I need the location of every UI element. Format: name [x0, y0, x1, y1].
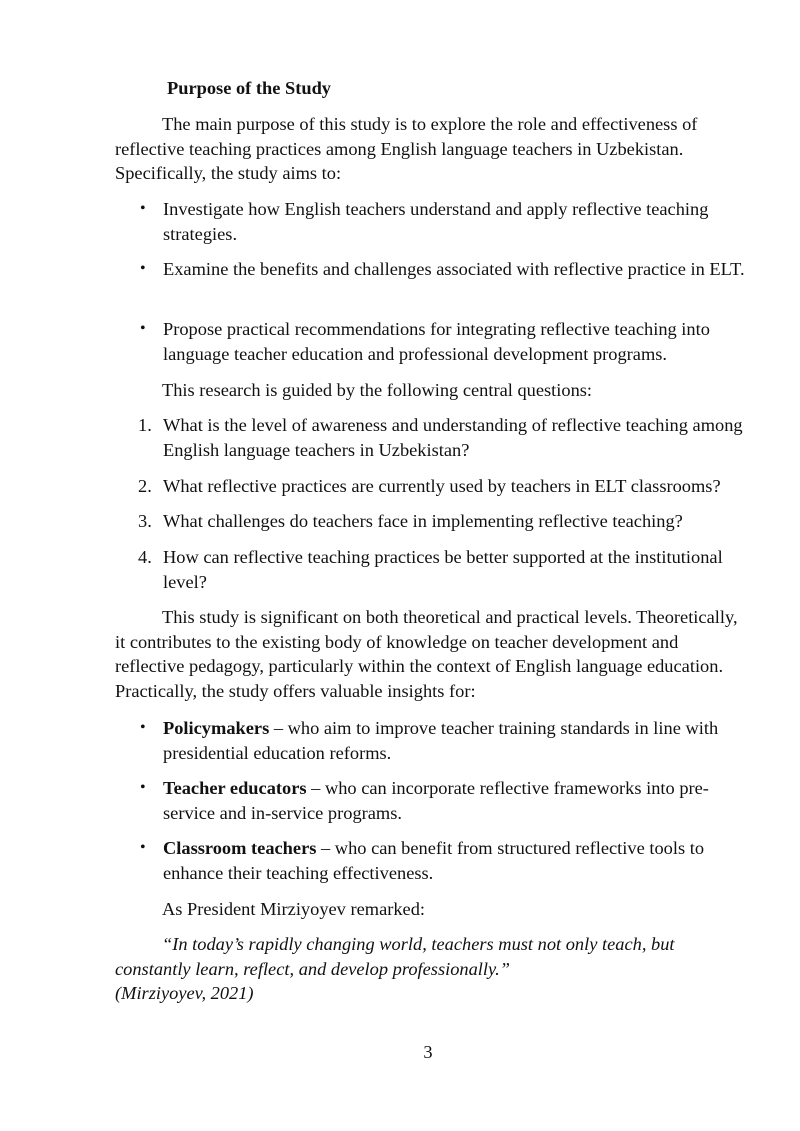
beneficiary-term: Teacher educators	[163, 778, 307, 798]
question-item-1	[115, 413, 755, 462]
quote-text: “In today’s rapidly changing world, teachers must not only teach, but constantly learn, reflect, and develop professionally.”	[115, 934, 675, 979]
question-text: What reflective practices are currently used by teachers in ELT classrooms?	[163, 476, 721, 496]
question-item-3	[115, 509, 755, 534]
bullet-icon: •	[140, 200, 146, 217]
quote-intro: As President Mirziyoyev remarked:	[162, 899, 426, 919]
aim-text: Propose practical recommendations for integrating reflective teaching into language teacher education and professional development programs.	[163, 319, 710, 364]
list-number: 1.	[138, 415, 152, 435]
beneficiary-text	[163, 836, 755, 885]
quote-citation: (Mirziyoyev, 2021)	[115, 983, 254, 1003]
aim-item-1	[115, 197, 755, 246]
aim-item-2	[115, 257, 755, 282]
beneficiary-item-2	[115, 776, 755, 825]
beneficiary-term: Policymakers	[163, 718, 270, 738]
question-text: How can reflective teaching practices be better supported at the institutional level?	[163, 547, 723, 592]
question-text: What challenges do teachers face in implementing reflective teaching?	[163, 511, 683, 531]
intro-paragraph: The main purpose of this study is to explore the role and effectiveness of reflective teaching practices among English language teachers in Uzbekistan. Specifically, the study aims to:	[115, 114, 698, 183]
question-text: What is the level of awareness and understanding of reflective teaching among English language teachers in Uzbekistan?	[163, 415, 743, 460]
section-heading: Purpose of the Study	[167, 78, 331, 98]
beneficiary-desc: – who can incorporate reflective frameworks into pre-service and in-service programs.	[163, 778, 709, 823]
bullet-icon: •	[140, 320, 146, 337]
bullet-icon: •	[140, 779, 146, 796]
quotation	[115, 932, 745, 1006]
beneficiary-term: Classroom teachers	[163, 838, 317, 858]
beneficiary-desc: – who can benefit from structured reflective tools to enhance their teaching effectiveness.	[163, 838, 705, 883]
beneficiary-text	[163, 776, 755, 825]
bullet-icon: •	[140, 719, 146, 736]
question-item-4	[115, 545, 755, 594]
list-number: 2.	[138, 476, 152, 496]
aim-text: Examine the benefits and challenges associated with reflective practice in ELT.	[163, 259, 745, 279]
list-number: 4.	[138, 547, 152, 567]
questions-intro: This research is guided by the following central questions:	[162, 380, 593, 400]
significance-paragraph: This study is significant on both theoretical and practical levels. Theoretically, it contributes to the existing body of knowledge on teacher development and reflective pedagogy, particularly within the context of English language education. Practically, the study offers valuable insights for:	[115, 607, 738, 701]
list-number: 3.	[138, 511, 152, 531]
beneficiary-desc: – who aim to improve teacher training standards in line with presidential education reforms.	[163, 718, 719, 763]
beneficiary-item-1	[115, 716, 755, 765]
aim-text: Investigate how English teachers understand and apply reflective teaching strategies.	[163, 199, 709, 244]
beneficiary-item-3	[115, 836, 755, 885]
bullet-icon: •	[140, 839, 146, 856]
beneficiary-text	[163, 716, 755, 765]
bullet-icon: •	[140, 260, 146, 277]
page-number: 3	[423, 1042, 433, 1062]
question-item-2	[115, 474, 755, 499]
aim-item-3	[115, 317, 755, 366]
